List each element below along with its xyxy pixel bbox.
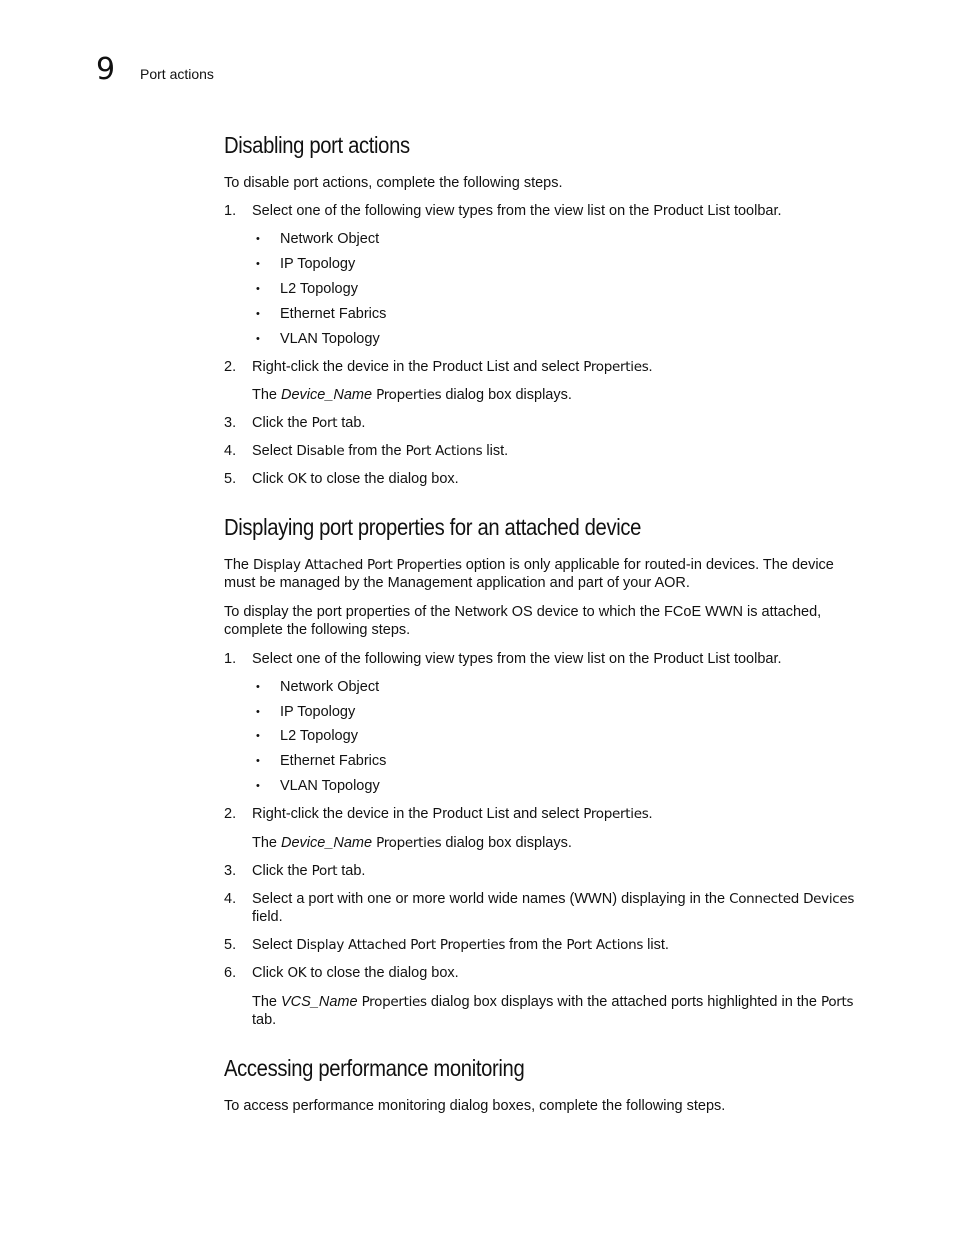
ui-term: Port Actions <box>566 937 644 953</box>
step-number: 6. <box>224 965 237 981</box>
bullet-icon: • <box>256 258 260 270</box>
ui-term: Connected Devices <box>729 891 855 907</box>
list-item: L2 Topology <box>280 281 358 297</box>
step-text: Right-click the device in the Product List and select Properties. <box>252 359 653 375</box>
step-number: 3. <box>224 863 237 879</box>
list-item: Network Object <box>280 231 380 247</box>
step-text: Click OK to close the dialog box. <box>252 965 459 981</box>
ui-term: Port Actions <box>405 443 483 459</box>
ui-term: Port <box>311 415 338 431</box>
step-note: The Device_Name Properties dialog box displays. <box>252 387 572 403</box>
step-text: Click the Port tab. <box>252 415 366 431</box>
ui-term: Display Attached Port Properties <box>253 557 462 573</box>
step-text: Right-click the device in the Product List and select Properties. <box>252 806 653 822</box>
bullet-icon: • <box>256 780 260 792</box>
section-heading-disabling: Disabling port actions <box>224 132 410 158</box>
step-text: Select one of the following view types from the view list on the Product List toolbar. <box>252 203 782 219</box>
list-item: Ethernet Fabrics <box>280 753 387 769</box>
bullet-icon: • <box>256 233 260 245</box>
step-number: 1. <box>224 203 237 219</box>
list-item: VLAN Topology <box>280 778 380 794</box>
step-number: 5. <box>224 937 237 953</box>
ui-term: OK <box>287 471 307 487</box>
bullet-icon: • <box>256 308 260 320</box>
step-text: Click the Port tab. <box>252 863 366 879</box>
section-intro: To disable port actions, complete the following steps. <box>224 175 563 191</box>
ui-term: Properties <box>583 359 649 375</box>
step-text: Select Disable from the Port Actions list. <box>252 443 509 459</box>
ui-term: Ports <box>820 994 854 1010</box>
ui-term: Port <box>311 863 338 879</box>
bullet-icon: • <box>256 283 260 295</box>
list-item: L2 Topology <box>280 728 358 744</box>
ui-term: Properties <box>372 835 442 851</box>
section-paragraph: The Display Attached Port Properties option is only applicable for routed-in devices. The device must be managed by the Management application and part of your AOR. <box>224 557 834 591</box>
step-number: 5. <box>224 471 237 487</box>
ui-term: Display Attached Port Properties <box>296 937 506 953</box>
ui-term: Properties <box>357 994 427 1010</box>
step-note: The Device_Name Properties dialog box displays. <box>252 835 572 851</box>
section-paragraph: To display the port properties of the Network OS device to which the FCoE WWN is attached, complete the following steps. <box>224 604 822 638</box>
step-number: 4. <box>224 891 237 907</box>
ui-term: Properties <box>583 806 649 822</box>
list-item: VLAN Topology <box>280 331 380 347</box>
section-intro: To access performance monitoring dialog boxes, complete the following steps. <box>224 1098 726 1114</box>
step-note: The VCS_Name Properties dialog box displays with the attached ports highlighted in the Ports tab. <box>252 994 854 1028</box>
bullet-icon: • <box>256 755 260 767</box>
ui-term: OK <box>287 965 307 981</box>
list-item: IP Topology <box>280 256 356 272</box>
step-text: Select a port with one or more world wide names (WWN) displaying in the Connected Devices field. <box>252 891 855 925</box>
step-text: Select one of the following view types from the view list on the Product List toolbar. <box>252 651 782 667</box>
bullet-icon: • <box>256 333 260 345</box>
step-number: 4. <box>224 443 237 459</box>
step-number: 1. <box>224 651 237 667</box>
section-heading-accessing: Accessing performance monitoring <box>224 1055 525 1081</box>
section-heading-displaying: Displaying port properties for an attached device <box>224 514 642 540</box>
list-item: Network Object <box>280 679 380 695</box>
step-number: 3. <box>224 415 237 431</box>
step-number: 2. <box>224 359 237 375</box>
ui-term: Disable <box>296 443 345 459</box>
bullet-icon: • <box>256 730 260 742</box>
list-item: IP Topology <box>280 704 356 720</box>
step-text: Click OK to close the dialog box. <box>252 471 459 487</box>
ui-term: Properties <box>372 387 442 403</box>
chapter-number: 9 <box>96 52 116 87</box>
step-text: Select Display Attached Port Properties from the Port Actions list. <box>252 937 669 953</box>
bullet-icon: • <box>256 706 260 718</box>
step-number: 2. <box>224 806 237 822</box>
chapter-title: Port actions <box>140 66 214 82</box>
list-item: Ethernet Fabrics <box>280 306 387 322</box>
bullet-icon: • <box>256 681 260 693</box>
